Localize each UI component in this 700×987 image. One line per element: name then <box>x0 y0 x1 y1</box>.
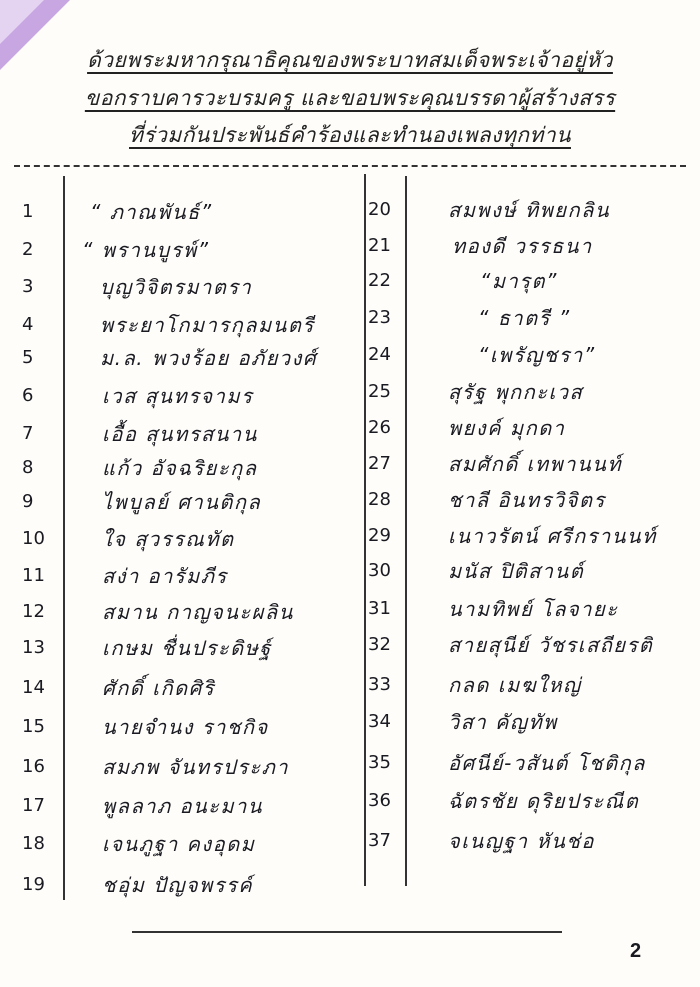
item-number: 8 <box>22 457 34 478</box>
item-name: เวส สุนทรจามร <box>102 384 254 408</box>
list-item <box>22 235 210 265</box>
item-name: สมพงษ์ ทิพยกลิน <box>448 198 611 222</box>
list-item <box>368 707 558 737</box>
item-name: ศักดิ์ เกิดศิริ <box>102 676 216 700</box>
item-number: 33 <box>368 674 391 695</box>
item-name: ม.ล. พวงร้อย อภัยวงศ์ <box>100 346 318 370</box>
item-name: “ ธาตรี ” <box>478 306 571 330</box>
item-number: 20 <box>368 199 391 220</box>
item-number: 34 <box>368 711 391 732</box>
item-name: พยงค์ มุกดา <box>448 416 566 440</box>
item-number: 32 <box>368 634 391 655</box>
list-item <box>22 561 228 591</box>
list-item <box>368 413 566 443</box>
list-item <box>22 197 213 227</box>
item-name: ชาลี อินทรวิจิตร <box>448 488 606 512</box>
list-item <box>368 748 646 778</box>
right-column-rule <box>405 176 407 886</box>
bottom-rule <box>132 931 562 933</box>
list-item <box>368 485 606 515</box>
item-number: 16 <box>22 756 45 777</box>
item-number: 23 <box>368 307 391 328</box>
dashed-divider <box>14 165 686 167</box>
list-item <box>22 712 269 742</box>
item-name: สุรัฐ พุกกะเวส <box>448 380 584 404</box>
item-number: 17 <box>22 795 45 816</box>
item-name: แก้ว อัจฉริยะกุล <box>102 456 258 480</box>
list-item <box>22 343 318 373</box>
item-number: 1 <box>22 201 34 222</box>
item-number: 28 <box>368 489 391 510</box>
item-number: 9 <box>22 491 34 512</box>
list-item <box>368 786 640 816</box>
item-number: 26 <box>368 417 391 438</box>
item-name: ชอุ่ม ปัญจพรรค์ <box>102 873 254 897</box>
item-number: 12 <box>22 601 45 622</box>
item-number: 21 <box>368 235 391 256</box>
list-item <box>22 453 258 483</box>
item-number: 6 <box>22 385 34 406</box>
header-line-1: ด้วยพระมหากรุณาธิคุณของพระบาทสมเด็จพระเจ้าอยู่หัว <box>87 48 613 72</box>
list-item <box>368 521 657 551</box>
item-name: เจนภูฐา คงอุดม <box>102 832 256 856</box>
item-name: เนาวรัตน์ ศรีกรานนท์ <box>448 524 657 548</box>
list-item <box>368 449 623 479</box>
header-line-3: ที่ร่วมกันประพันธ์คำร้องและทำนองเพลงทุกท่าน <box>129 123 571 147</box>
item-number: 15 <box>22 716 45 737</box>
item-name: สมภพ จันทรประภา <box>102 755 290 779</box>
item-name: ใจ สุวรรณทัต <box>102 527 235 551</box>
list-item <box>22 633 272 663</box>
item-name: กลด เมฆใหญ่ <box>448 673 582 697</box>
list-item <box>368 377 584 407</box>
page-number: 2 <box>630 940 642 962</box>
item-name: “เพรัญชรา” <box>478 343 596 367</box>
list-item <box>368 266 558 296</box>
item-name: สมาน กาญจนะผลิน <box>102 600 294 624</box>
item-name: “มารุต” <box>480 269 558 293</box>
item-name: บุญวิจิตรมาตรา <box>100 275 253 299</box>
list-item <box>22 272 253 302</box>
left-column-rule <box>63 176 65 900</box>
item-name: เกษม ชื่นประดิษฐ์ <box>102 636 272 660</box>
item-number: 14 <box>22 677 45 698</box>
item-number: 24 <box>368 344 391 365</box>
list-item <box>368 340 596 370</box>
list-item <box>368 556 585 586</box>
list-item <box>368 670 582 700</box>
list-item <box>22 597 294 627</box>
header-line-2: ขอกราบคารวะบรมครู และขอบพระคุณบรรดาผู้สร้างสรร <box>84 86 616 110</box>
item-name: “ ภาณพันธ์” <box>90 200 213 224</box>
list-item <box>22 829 256 859</box>
list-item <box>22 524 235 554</box>
list-item <box>22 419 258 449</box>
item-name: สายสุนีย์ วัชรเสถียรติ <box>448 633 654 657</box>
item-name: จเนญฐา หันช่อ <box>448 829 595 853</box>
item-number: 3 <box>22 276 34 297</box>
item-number: 22 <box>368 270 391 291</box>
list-item <box>368 594 619 624</box>
item-name: ทองดี วรรธนา <box>452 234 593 258</box>
item-name: นามทิพย์ โลจายะ <box>448 597 619 621</box>
item-number: 5 <box>22 347 34 368</box>
item-name: มนัส ปิติสานต์ <box>448 559 585 583</box>
item-name: วิสา คัญทัพ <box>448 710 558 734</box>
item-number: 30 <box>368 560 391 581</box>
list-item <box>22 487 262 517</box>
list-item <box>22 381 254 411</box>
item-name: สมศักดิ์ เทพานนท์ <box>448 452 623 476</box>
list-item <box>22 791 263 821</box>
item-name: นายจำนง ราชกิจ <box>102 715 269 739</box>
item-number: 37 <box>368 830 391 851</box>
item-name: สง่า อารัมภีร <box>102 564 228 588</box>
item-number: 13 <box>22 637 45 658</box>
item-name: ฉัตรชัย ดุริยประณีต <box>448 789 640 813</box>
item-number: 18 <box>22 833 45 854</box>
middle-column-rule <box>364 174 366 886</box>
item-number: 35 <box>368 752 391 773</box>
item-name: อัศนีย์-วสันต์ โชติกุล <box>448 751 646 775</box>
item-number: 27 <box>368 453 391 474</box>
item-number: 31 <box>368 598 391 619</box>
item-number: 36 <box>368 790 391 811</box>
item-number: 2 <box>22 239 34 260</box>
item-name: พูลลาภ อนะมาน <box>102 794 263 818</box>
item-number: 7 <box>22 423 34 444</box>
item-name: พระยาโกมารกุลมนตรี <box>100 313 315 337</box>
item-name: เอื้อ สุนทรสนาน <box>102 422 258 446</box>
item-number: 29 <box>368 525 391 546</box>
corner-fold-highlight <box>0 0 44 44</box>
item-number: 10 <box>22 528 45 549</box>
list-item <box>368 195 611 225</box>
item-number: 11 <box>22 565 45 586</box>
list-item <box>368 231 593 261</box>
list-item <box>368 630 654 660</box>
list-item <box>368 826 595 856</box>
item-number: 19 <box>22 874 45 895</box>
item-name: “ พรานบูรพ์” <box>82 238 210 262</box>
item-number: 25 <box>368 381 391 402</box>
list-item <box>22 752 290 782</box>
item-name: ไพบูลย์ ศานติกุล <box>102 490 262 514</box>
list-item <box>22 673 216 703</box>
item-number: 4 <box>22 314 34 335</box>
list-item <box>368 303 571 333</box>
list-item <box>22 870 254 900</box>
list-item <box>22 310 315 340</box>
